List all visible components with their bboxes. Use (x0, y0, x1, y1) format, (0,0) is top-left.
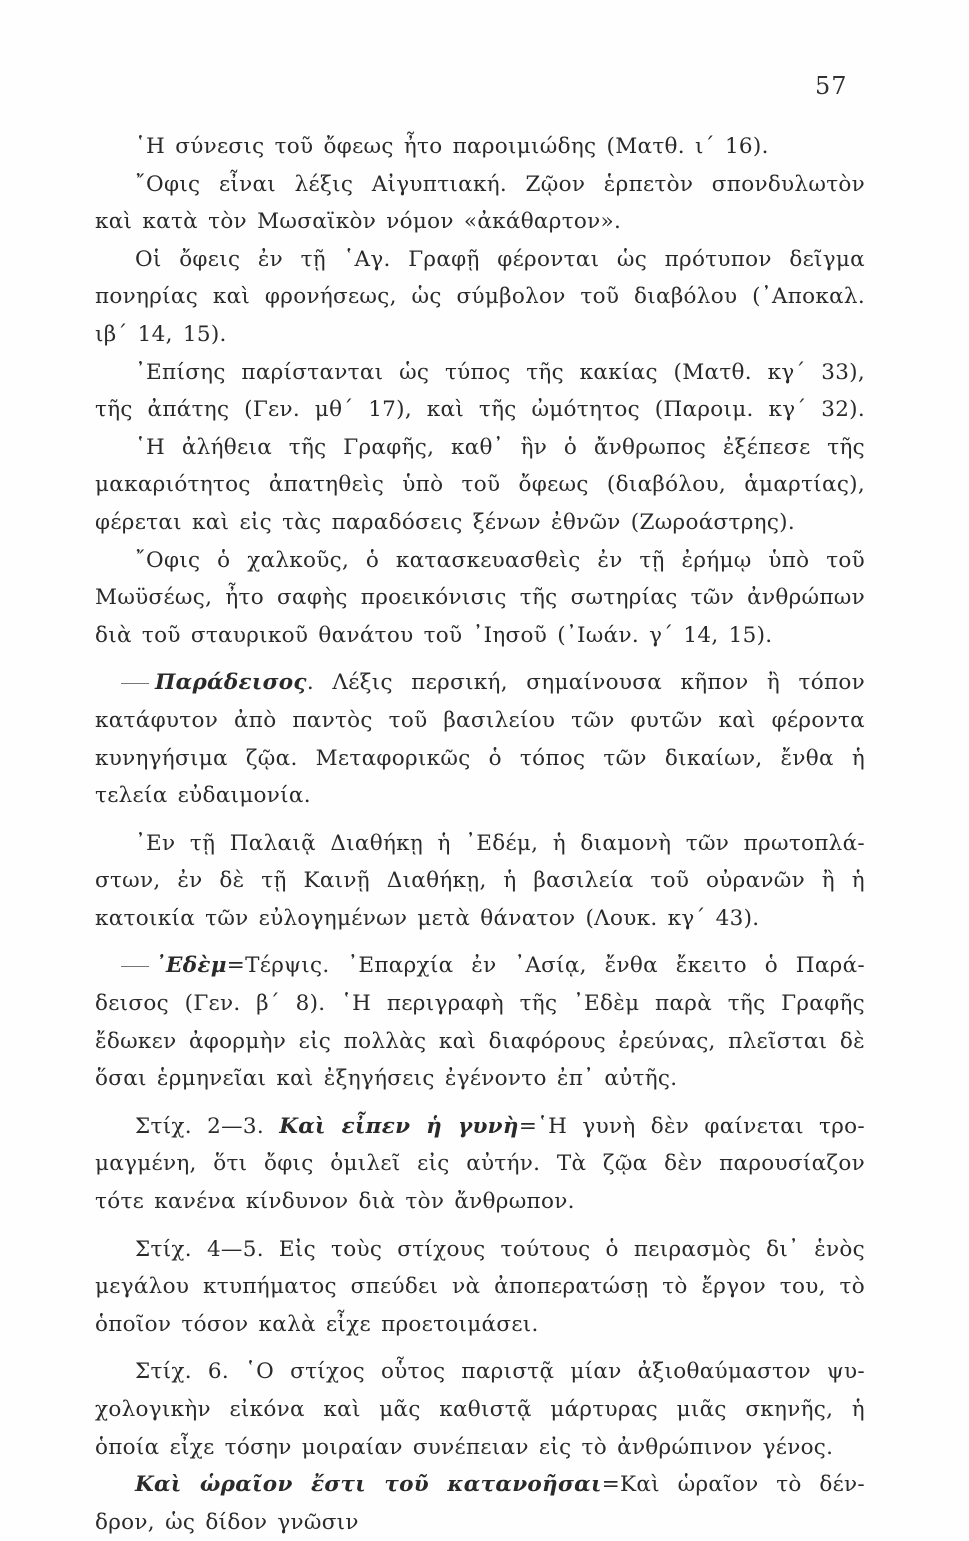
text-line (95, 1183, 865, 1221)
line-text: κυνηγήσιμα ζῷα. Μεταφορικῶς ὁ τόπος τῶν δικαίων, ἔνθα ἡ (95, 745, 865, 771)
text-line (95, 1466, 865, 1504)
line-text: μαγμένη, ὅτι ὄφις ὁμιλεῖ εἰς αὐτήν. Τὰ ζῷα δὲν παρουσίαζον (95, 1151, 865, 1177)
paragraph-gap (95, 1098, 865, 1108)
line-text: ῎Οφις εἶναι λέξις Αἰγυπτιακή. Ζῷον ἑρπετὸν σπονδυλωτὸν (135, 171, 865, 197)
text-line (95, 466, 865, 504)
text-line (95, 542, 865, 580)
line-text: τελεία εὐδαιμονία. (95, 783, 311, 809)
term-heading: ᾿Εδὲμ (155, 953, 227, 979)
text-line (95, 702, 865, 740)
text-line (95, 1060, 865, 1098)
text-line (95, 354, 865, 392)
dash-mark (121, 683, 149, 684)
text-line (95, 740, 865, 778)
text-line (95, 1429, 865, 1467)
text-line (95, 1023, 865, 1061)
line-text: =Τέρψις. ᾿Επαρχία ἐν ᾿Ασίᾳ, ἔνθα ἔκειτο ὁ Παρά- (226, 953, 865, 979)
term-heading: Καὶ ὡραῖον ἔστι τοῦ κατανοῆσαι (135, 1472, 602, 1498)
line-text: φέρεται καὶ εἰς τὰς παραδόσεις ξένων ἐθνῶν (Ζωροάστρης). (95, 509, 796, 535)
line-text: Οἱ ὄφεις ἐν τῇ ῾Αγ. Γραφῇ φέρονται ὡς πρότυπον δεῖγμα (135, 246, 865, 272)
text-line (95, 166, 865, 204)
text-line (95, 128, 865, 166)
line-text: στων, ἐν δὲ τῇ Καινῇ Διαθήκῃ, ἡ βασιλεία τοῦ οὐρανῶν ἢ ἡ (95, 868, 865, 894)
text-line (95, 900, 865, 938)
text-line (95, 1306, 865, 1344)
paragraph-gap (95, 1221, 865, 1231)
text-line (95, 947, 865, 985)
line-text: ῾Η σύνεσις τοῦ ὄφεως ἦτο παροιμιώδης (Ματθ. ι΄ 16). (135, 134, 769, 159)
text-line (95, 316, 865, 354)
text-line (95, 664, 865, 702)
line-text: ῾Η ἀλήθεια τῆς Γραφῆς, καθ᾿ ἣν ὁ ἄνθρωπος ἐξέπεσε τῆς (135, 434, 865, 460)
line-text: =῾Η γυνὴ δὲν φαίνεται τρο- (518, 1113, 865, 1139)
line-text: ὅσαι ἑρμηνεῖαι καὶ ἐξηγήσεις ἐγένοντο ἐπ᾿ αὐτῆς. (95, 1066, 678, 1092)
text-line (95, 203, 865, 241)
text-line (95, 1504, 865, 1541)
text-line (95, 241, 865, 279)
text-line (95, 617, 865, 655)
line-text: ἔδωκεν ἀφορμὴν εἰς πολλὰς καὶ διαφόρους ἐρεύνας, πλεῖσται δὲ (95, 1028, 865, 1054)
text-line (95, 825, 865, 863)
line-text: κατοικία τῶν εὐλογημένων μετὰ θάνατον (Λουκ. κγ΄ 43). (95, 905, 760, 931)
text-line (95, 862, 865, 900)
line-text: ᾿Εν τῇ Παλαιᾷ Διαθήκῃ ἡ ᾿Εδέμ, ἡ διαμονὴ τῶν πρωτοπλά- (135, 830, 865, 856)
text-line (95, 1145, 865, 1183)
paragraph-gap (95, 654, 865, 664)
term-heading: Παράδεισος (155, 670, 307, 696)
line-text: δεισος (Γεν. β΄ 8). ῾Η περιγραφὴ τῆς ᾿Εδὲμ παρὰ τῆς Γραφῆς (95, 991, 865, 1017)
term-heading: Καὶ εἶπεν ἡ γυνὴ (279, 1113, 519, 1139)
line-text: τῆς ἀπάτης (Γεν. μθ΄ 17), καὶ τῆς ὠμότητος (Παροιμ. κγ΄ 32). (95, 397, 865, 423)
line-text: Μωϋσέως, ἦτο σαφὴς προεικόνισις τῆς σωτηρίας τῶν ἀνθρώπων (95, 585, 865, 611)
text-line (95, 985, 865, 1023)
page-number: 57 (815, 72, 848, 100)
text-line (95, 777, 865, 815)
line-text: κατάφυτον ἀπὸ παντὸς τοῦ βασιλείου τῶν φυτῶν καὶ φέροντα (95, 707, 865, 733)
line-text: Στίχ. 6. ῾Ο στίχος οὗτος παριστᾷ μίαν ἀξιοθαύμαστον ψυ- (135, 1359, 865, 1385)
line-text: ιβ΄ 14, 15). (95, 321, 227, 347)
line-text: μεγάλου κτυπήματος σπεύδει νὰ ἀποπερατώσῃ τὸ ἔργον του, τὸ (95, 1274, 865, 1300)
text-line (95, 1231, 865, 1269)
dash-mark (121, 966, 149, 967)
text-line (95, 1268, 865, 1306)
line-text: τότε κανένα κίνδυνον διὰ τὸν ἄνθρωπον. (95, 1189, 575, 1215)
text-line (95, 1108, 865, 1146)
line-text: δρον, ὡς δίδον γνῶσιν (95, 1509, 359, 1535)
line-text: ὁποῖον τόσον καλὰ εἶχε προετοιμάσει. (95, 1311, 539, 1337)
paragraph-gap (95, 937, 865, 947)
text-line (95, 429, 865, 467)
text-line (95, 504, 865, 542)
text-line (95, 278, 865, 316)
line-text: διὰ τοῦ σταυρικοῦ θανάτου τοῦ ᾿Ιησοῦ (᾿Ιωάν. γ΄ 14, 15). (95, 622, 773, 648)
line-text: ῎Οφις ὁ χαλκοῦς, ὁ κατασκευασθεὶς ἐν τῇ ἐρήμῳ ὑπὸ τοῦ (135, 547, 865, 573)
line-text: μακαριότητος ἀπατηθεὶς ὑπὸ τοῦ ὄφεως (διαβόλου, ἁμαρτίας), (95, 472, 865, 498)
verse-ref: Στίχ. 2—3. (135, 1113, 280, 1139)
line-text: ὁποία εἶχε τόσην μοιραίαν συνέπειαν εἰς τὸ ἀνθρώπινον γένος. (95, 1434, 834, 1460)
body-text (95, 128, 865, 1541)
line-text: ᾿Επίσης παρίστανται ὡς τύπος τῆς κακίας (Ματθ. κγ΄ 33), (135, 359, 865, 385)
paragraph-gap (95, 815, 865, 825)
line-text: πονηρίας καὶ φρονήσεως, ὡς σύμβολον τοῦ διαβόλου (᾿Αποκαλ. (95, 284, 865, 310)
text-line (95, 579, 865, 617)
text-line (95, 391, 865, 429)
line-text: Στίχ. 4—5. Εἰς τοὺς στίχους τούτους ὁ πειρασμὸς δι᾿ ἑνὸς (135, 1236, 865, 1262)
line-text: =Καὶ ὡραῖον τὸ δέν- (601, 1472, 865, 1498)
text-line (95, 1353, 865, 1391)
paragraph-gap (95, 1343, 865, 1353)
line-text: καὶ κατὰ τὸν Μωσαϊκὸν νόμον «ἀκάθαρτον». (95, 209, 622, 235)
line-text: . Λέξις περσική, σημαίνουσα κῆπον ἢ τόπον (306, 670, 865, 696)
text-line (95, 1391, 865, 1429)
line-text: χολογικὴν εἰκόνα καὶ μᾶς καθιστᾷ μάρτυρας μιᾶς σκηνῆς, ἡ (95, 1397, 865, 1422)
